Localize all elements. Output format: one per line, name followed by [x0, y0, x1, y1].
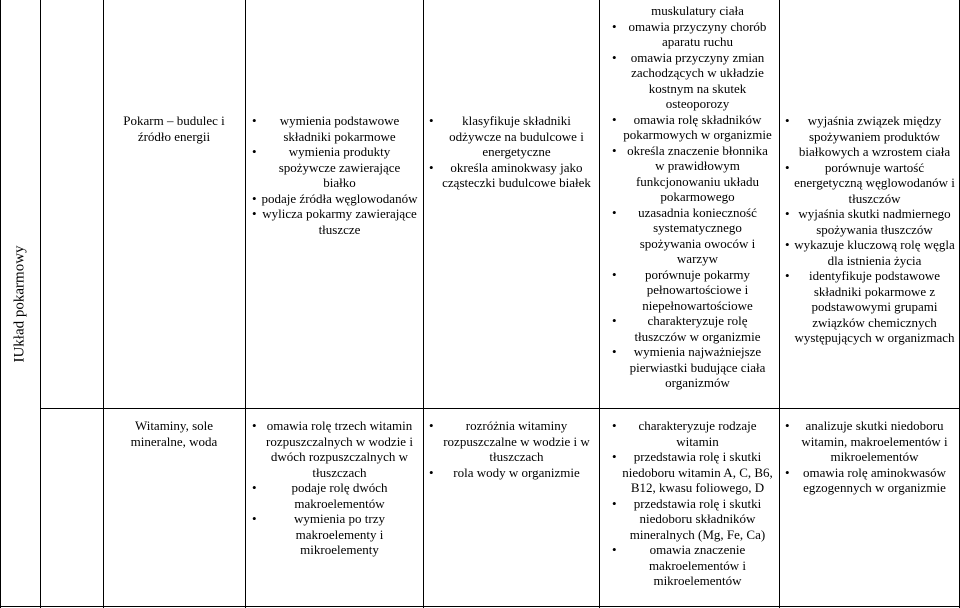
- list-item: • rola wody w organizmie: [429, 465, 595, 481]
- section-label-cell: [0, 0, 40, 608]
- row1-col1-cell: [252, 113, 418, 237]
- list-item: • porównuje wartość energetyczną węglowodanów i tłuszczów: [785, 160, 955, 207]
- row2-col2-cell: [429, 418, 595, 480]
- list-item: • identyfikuje podstawowe składniki pokarmowe z podstawowymi grupami związków chemicznych występujących w organizmach: [785, 268, 955, 346]
- list-item: • wymienia po trzy makroelementy i mikroelementy: [252, 511, 418, 558]
- list-item: • omawia przyczyny chorób aparatu ruchu: [612, 19, 774, 50]
- row1-col4-cell: [785, 113, 955, 346]
- list-item: • wyjaśnia skutki nadmiernego spożywania tłuszczów: [785, 206, 955, 237]
- list-item: • przedstawia rolę i skutki niedoboru składników mineralnych (Mg, Fe, Ca): [612, 496, 774, 543]
- row2-col1-cell: [252, 418, 418, 558]
- row-separator: [40, 408, 960, 409]
- list-item: • wymienia podstawowe składniki pokarmowe: [252, 113, 418, 144]
- table-border: [599, 0, 600, 608]
- list-item: • wyjaśnia związek między spożywaniem produktów białkowych a wzrostem ciała: [785, 113, 955, 160]
- row2-col4-cell: [785, 418, 955, 496]
- list-item: • klasyfikuje składniki odżywcze na budulcowe i energetyczne: [429, 113, 595, 160]
- list-item: • charakteryzuje rolę tłuszczów w organizmie: [612, 313, 774, 344]
- table-border-bottom: [0, 606, 960, 607]
- row1-col2-cell: [429, 113, 595, 191]
- list-item: • podaje źródła węglowodanów: [252, 191, 418, 207]
- list-item: • omawia znaczenie makroelementów i mikroelementów: [612, 542, 774, 589]
- list-item: • określa aminokwasy jako cząsteczki budulcowe białek: [429, 160, 595, 191]
- list-item: • omawia rolę składników pokarmowych w organizmie: [612, 112, 774, 143]
- list-item: • wymienia produkty spożywcze zawierające białko: [252, 144, 418, 191]
- list-item: • uzasadnia konieczność systematycznego spożywania owoców i warzyw: [612, 205, 774, 267]
- continuation-text: muskulatury ciała: [651, 3, 744, 18]
- list-item: • wykazuje kluczową rolę węgla dla istnienia życia: [785, 237, 955, 268]
- row1-col3-cell: [612, 3, 774, 391]
- table-border: [245, 0, 246, 608]
- list-item: • wymienia najważniejsze pierwiastki budujące ciała organizmów: [612, 344, 774, 391]
- table-border: [103, 0, 104, 608]
- table-border: [423, 0, 424, 608]
- table-border: [779, 0, 780, 608]
- row2-col3-cell: [612, 418, 774, 589]
- list-item: • porównuje pokarmy pełnowartościowe i niepełnowartościowe: [612, 267, 774, 314]
- list-item: • analizuje skutki niedoboru witamin, makroelementów i mikroelementów: [785, 418, 955, 465]
- table-border: [40, 0, 41, 608]
- list-item: • charakteryzuje rodzaje witamin: [612, 418, 774, 449]
- list-item: • omawia rolę trzech witamin rozpuszczalnych w wodzie i dwóch rozpuszczalnych w tłuszczach: [252, 418, 418, 480]
- row2-topic: Witaminy, sole mineralne, woda: [130, 418, 218, 449]
- list-item: • podaje rolę dwóch makroelementów: [252, 480, 418, 511]
- row1-topic-cell: [108, 113, 240, 144]
- section-label: IUkład pokarmowy: [11, 245, 28, 363]
- list-item: • rozróżnia witaminy rozpuszczalne w wodzie i w tłuszczach: [429, 418, 595, 465]
- list-item: • omawia przyczyny zmian zachodzących w układzie kostnym na skutek osteoporozy: [612, 50, 774, 112]
- list-item: • omawia rolę aminokwasów egzogennych w organizmie: [785, 465, 955, 496]
- list-item: • przedstawia rolę i skutki niedoboru witamin A, C, B6, B12, kwasu foliowego, D: [612, 449, 774, 496]
- list-item: • wylicza pokarmy zawierające tłuszcze: [252, 206, 418, 237]
- list-item: • określa znaczenie błonnika w prawidłowym funkcjonowaniu układu pokarmowego: [612, 143, 774, 205]
- row1-topic: Pokarm – budulec i źródło energii: [123, 113, 225, 144]
- row2-topic-cell: [108, 418, 240, 449]
